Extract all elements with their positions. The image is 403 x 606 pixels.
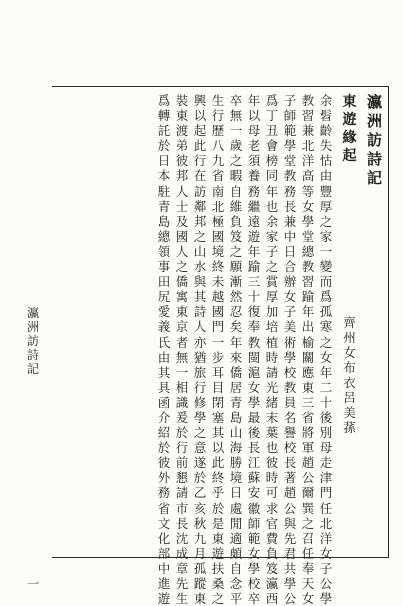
body-text-column: 爲 轉 託 於 日 本 駐 青 島 總 領 事 田 尻 愛 義 氏 由 其 具 函 介 紹 於 彼 外 務 省 文 化 部 中 進 遊 [157, 93, 171, 606]
margin-page-number: 一 [26, 577, 39, 591]
body-text-column: 生 行 歷 八 九 省 南 北 極 國 境 終 未 越 國 門 一 步 耳 目 閉 塞 其 以 此 終 乎 於 是 東 遊 扶 桑 之 [211, 93, 225, 606]
text-frame [52, 86, 389, 606]
body-text-column: 余 髫 齡 失 怙 由 豐 厚 之 家 一 變 而 爲 孤 寒 之 女 年 二 十 後 別 母 走 津 門 任 北 洋 女 子 公 學 [319, 93, 333, 606]
margin-book-title: 瀛 洲 訪 詩 記 [26, 306, 39, 376]
body-text-column: 年 以 母 老 須 養 務 繼 遠 遊 年 踰 三 十 復 奉 教 閩 滬 女 學 最 後 長 江 蘇 安 徽 師 範 女 學 校 卒 [247, 93, 261, 606]
text-columns [52, 87, 388, 606]
body-text-column: 興 以 起 此 行 在 訪 鄰 邦 之 山 水 與 其 詩 人 亦 猶 旅 行 修 學 之 意 遂 於 乙 亥 秋 九 月 孤 蹤 東 [193, 93, 207, 606]
page-title: 瀛 洲 訪 詩 記 [366, 93, 382, 187]
author-line: 齊 州 女 布 衣 呂 美 蓀 [343, 315, 356, 435]
body-text-column: 教 習 兼 北 洋 高 等 女 學 堂 總 教 習 踰 年 出 榆 關 應 東 三 省 將 軍 趙 公 爾 巽 之 召 任 奉 天 女 [301, 93, 315, 606]
section-heading: 東 遊 緣 起 齊 州 女 布 衣 呂 美 蓀 [342, 94, 357, 435]
body-text-column: 卒 無 一 歲 之 暇 自 維 負 笈 之 願 漸 然 忍 矣 年 來 僑 居 青 島 山 海 勝 境 日 處 閒 適 頗 自 念 平 [229, 93, 243, 606]
body-text-column: 子 師 範 學 堂 教 務 長 兼 中 日 合 辦 女 子 美 術 學 校 教 員 名 譽 校 長 著 趙 公 與 先 君 共 學 公 [283, 93, 297, 606]
body-text-column: 裝 東 渡 弟 彼 邦 人 士 及 國 人 之 僑 寓 東 京 者 無 一 相 識 爰 於 行 前 懇 請 市 長 沈 成 章 先 生 [175, 93, 189, 606]
body-text-column: 爲 丁 丑 會 榜 同 年 也 余 家 子 之 賞 厚 加 培 植 時 請 光 緒 末 葉 也 彼 時 可 求 官 費 負 笈 瀛 西 [265, 93, 279, 606]
